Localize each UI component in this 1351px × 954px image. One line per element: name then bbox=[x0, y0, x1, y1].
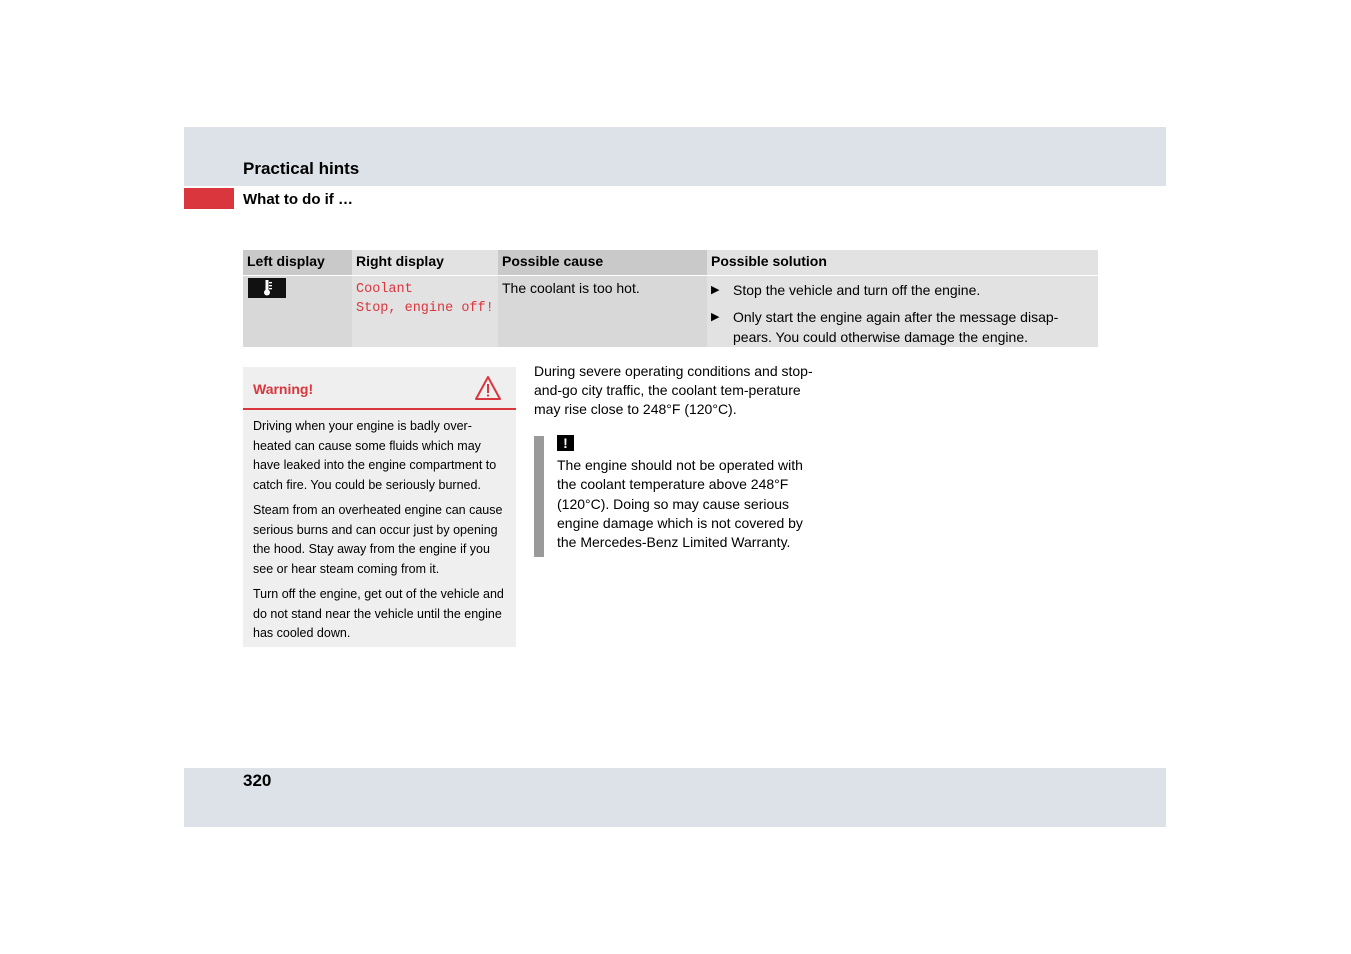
cell-left-display bbox=[243, 276, 352, 347]
note-side-bar bbox=[534, 436, 544, 557]
warning-title: Warning! bbox=[253, 381, 314, 397]
header-right-display: Right display bbox=[352, 250, 498, 275]
fault-message-table bbox=[243, 250, 1098, 347]
header-possible-cause: Possible cause bbox=[498, 250, 707, 275]
footer-band bbox=[184, 768, 1166, 827]
warning-paragraph: Steam from an overheated engine can cause serious burns and can occur just by opening the hood. Stay away from the engine if you see or hear steam coming from it. bbox=[253, 503, 503, 576]
bullet-arrow-icon: ▶ bbox=[711, 311, 720, 323]
solution-item bbox=[711, 280, 1094, 300]
warning-box bbox=[243, 367, 516, 647]
exclamation-icon: ! bbox=[557, 435, 574, 451]
solution-item bbox=[711, 307, 1094, 347]
warning-paragraph: Turn off the engine, get out of the vehicle and do not stand near the vehicle until the engine has cooled down. bbox=[253, 587, 504, 640]
page-number: 320 bbox=[243, 771, 272, 790]
solution-text: Stop the vehicle and turn off the engine. bbox=[733, 282, 981, 298]
coolant-temperature-icon bbox=[248, 278, 286, 298]
header-left-display: Left display bbox=[243, 250, 352, 275]
solution-text: Only start the engine again after the message disap-pears. You could otherwise damage the engine. bbox=[733, 309, 1059, 345]
subsection-title: What to do if … bbox=[243, 191, 353, 208]
section-title: Practical hints bbox=[243, 159, 360, 178]
warning-header bbox=[243, 367, 516, 410]
warning-triangle-icon bbox=[474, 375, 502, 406]
cell-right-display bbox=[352, 276, 498, 347]
header-possible-solution: Possible solution bbox=[707, 250, 1098, 275]
intro-text: During severe operating conditions and stop-and-go city traffic, the coolant tem-perature may rise close to 248°F (120°C). bbox=[534, 363, 813, 417]
bullet-arrow-icon: ▶ bbox=[711, 284, 720, 296]
note-text: The engine should not be operated with the coolant temperature above 248°F (120°C). Doing so may cause serious engine damage which is not covered by the Mercedes-Benz Limited Warranty. bbox=[557, 457, 803, 551]
display-line-coolant: Coolant bbox=[356, 282, 413, 297]
cell-possible-cause: The coolant is too hot. bbox=[498, 276, 707, 347]
display-line-stop-engine: Stop, engine off! bbox=[356, 301, 494, 316]
section-marker-tab bbox=[184, 188, 234, 209]
warning-body bbox=[253, 417, 509, 650]
warning-paragraph: Driving when your engine is badly over-heated can cause some fluids which may have leaked into the engine compartment to catch fire. You could be seriously burned. bbox=[253, 419, 497, 492]
cell-possible-solution bbox=[707, 276, 1098, 347]
